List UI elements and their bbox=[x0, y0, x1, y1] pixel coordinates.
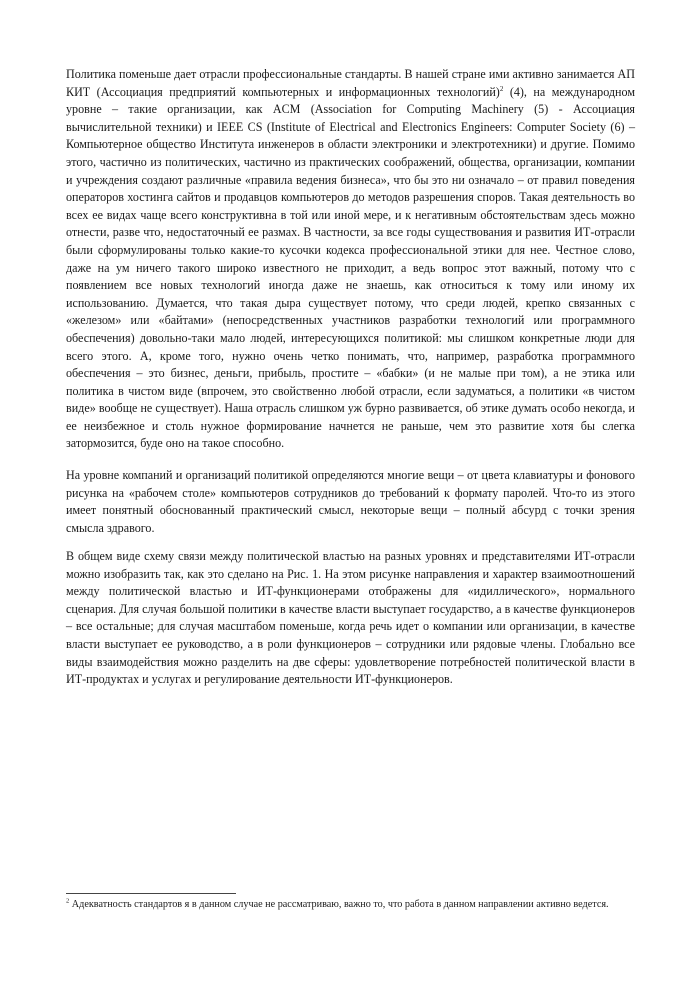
footnote-marker: 2 bbox=[66, 897, 70, 905]
body-paragraph-1 bbox=[66, 66, 635, 453]
footnote bbox=[66, 898, 635, 912]
body-paragraph-2: На уровне компаний и организаций политикой определяются многие вещи – от цвета клавиатуры и фонового рисунка на «рабочем столе» компьютеров сотрудников до требований к формату паролей. Что-то из этого имеет понятный обоснованный практический смысл, некоторые вещи – полный абсурд с точки зрения смысла здравого. bbox=[66, 468, 635, 535]
body-paragraph-3: В общем виде схему связи между политической властью на разных уровнях и представителями ИТ-отрасли можно изобразить так, как это сделано на Рис. 1. На этом рисунке направления и характер взаимоотношений между политической властью и ИТ-функционерами отображены для «идиллического», нормального сценария. Для случая большой политики в качестве власти выступает государство, а в качестве функционеров – все остальные; для случая масштабом поменьше, когда речь идет о компании или организации, в качестве власти выступает ее руководство, а в роли функционеров – сотрудники или рядовые члены. Глобально все виды взаимодействия можно разделить на две сферы: удовлетворение потребностей политической власти в ИТ-продуктах и услугах и регулирование деятельности ИТ-функционеров. bbox=[66, 549, 635, 687]
paragraph-1-text-rest: (4), на международном уровне – такие организации, как ACM (Association for Computing Machinery (5) - Ассоциация вычислительной техники) и IEEE CS (Institute of Electrical and Electronics Engineers: Computer Society (6) – Компьютерное общество Института инженеров в области электроники и электротехники) и другие. Помимо этого, частично из политических, частично из практических соображений, общества, организации, компании и учреждения создают различные «правила ведения бизнеса», что бы это ни означало – от правил поведения операторов хостинга сайтов и продавцов компьютеров до методов разрешения споров. Такая деятельность во всех ее видах чаще всего конструктивна в той или иной мере, и к негативным обстоятельствам здесь можно отнести, разве что, недостаточный ее размах. В частности, за все годы существования и развития ИТ-отрасли были сформулированы только какие-то кусочки кодекса профессиональной этики для нее. Честное слово, даже на ум ничего такого широко известного не приходит, а ведь вопрос этот важный, потому что с появлением все новых технологий иногда даже не знаешь, как относиться к тому или иному их использованию. Думается, что такая дыра существует потому, что среди людей, крепко связанных с «железом» или «байтами» (непосредственных участников разработки технологий или программного обеспечения) довольно-таки мало людей, интересующихся политикой: мы слишком конкретные люди для всего этого. А, кроме того, нужно очень четко понимать, что, например, разработка программного обеспечения – это бизнес, деньги, прибыль, простите – «бабки» (и не малые при том), а не этика или политика в чистом виде (впрочем, это свойственно любой отрасли, если задуматься, а политики «в чистом виде» вообще не существует). Наша отрасль слишком уж бурно развивается, об этике думать особо некогда, и ее неизбежное и столь нужное формирование начнется не раньше, чем это развитие хотя бы слегка затормозится, буде оно на такое способно. bbox=[66, 84, 635, 451]
footnote-reference: 2 bbox=[499, 84, 504, 93]
paragraph-1-text-start: Политика поменьше дает отрасли профессиональные стандарты. В нашей стране ими активно занимается АП КИТ (Ассоциация предприятий компьютерных и информационных технологий) bbox=[66, 67, 635, 99]
footnote-text: Адекватность стандартов я в данном случае не рассматриваю, важно то, что работа в данном направлении активно ведется. bbox=[69, 899, 609, 910]
footnote-separator bbox=[66, 893, 236, 894]
